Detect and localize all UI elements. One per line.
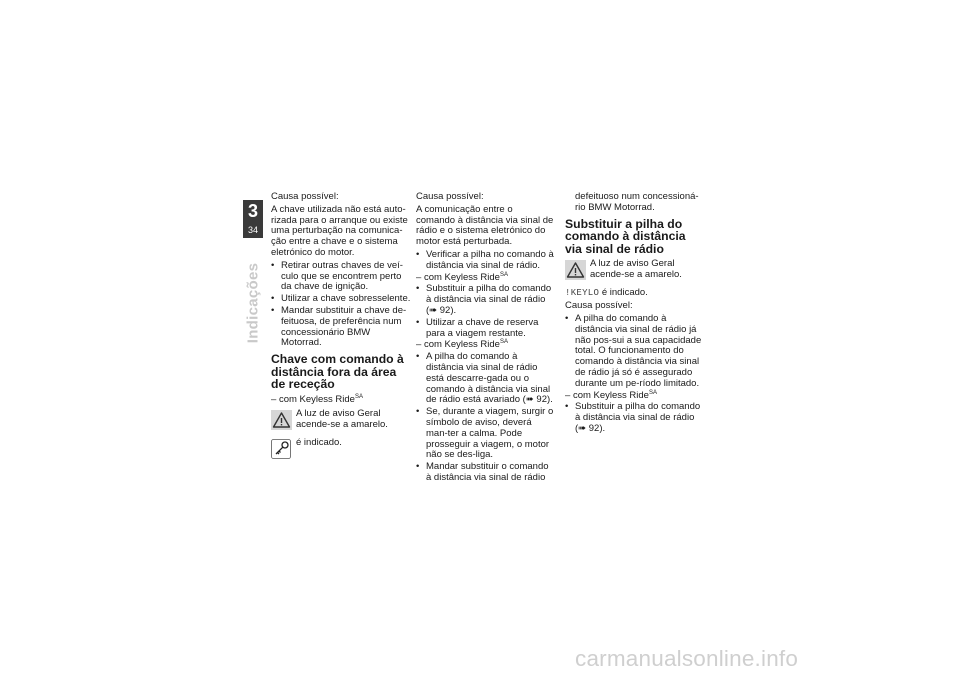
bullet-icon: • xyxy=(271,259,275,271)
list-item-text: Se, durante a viagem, surgir o símbolo de aviso, deverá man-ter a calma. Pode prosseguir a viagem, o motor não se des-liga. xyxy=(426,406,554,461)
list-item-text: Mandar substituir a chave de-feituosa, de preferência num concessionário BMW Motorrad. xyxy=(281,304,407,349)
notice-text: A luz de aviso Geral acende-se a amarelo. xyxy=(296,407,388,430)
list-item xyxy=(416,407,554,461)
paragraph: A chave utilizada não está auto-rizada para o arranque ou existe uma perturbação na comunica-ção entre a chave e o sistema eletrónico do motor. xyxy=(271,203,408,258)
bullet-icon: • xyxy=(565,401,569,413)
option-line: – com Keyless Ride$^{SA}$ xyxy=(416,271,508,283)
column-1 xyxy=(271,192,411,467)
bullet-icon: • xyxy=(271,293,275,305)
bullet-icon: • xyxy=(416,316,420,328)
warning-notice xyxy=(565,259,705,283)
list-item xyxy=(416,352,554,406)
list-item-text: Substituir a pilha do comando à distância via sinal de rádio (➠ 92). xyxy=(426,283,552,316)
section-label-container xyxy=(238,258,268,348)
key-notice xyxy=(271,438,411,462)
bullet-icon: • xyxy=(271,304,275,316)
section-heading: Chave com comando à distância fora da área de receção xyxy=(271,352,404,392)
list-item-text: A pilha do comando à distância via sinal de rádio está descarre-gada ou o comando à distância via sinal de rádio está avariado (➠ 92). xyxy=(426,351,553,406)
section-label: Indicações xyxy=(244,262,262,344)
list-item xyxy=(565,314,705,390)
page-number: 34 xyxy=(247,225,258,235)
list-item xyxy=(416,250,554,272)
notice-text: é indicado. xyxy=(296,436,342,448)
key-icon xyxy=(271,439,291,459)
display-message xyxy=(565,288,705,299)
watermark: carmanualsonline.info xyxy=(575,646,799,671)
column-3 xyxy=(565,192,705,436)
warning-triangle-icon xyxy=(271,410,292,430)
option-text: com Keyless Ride xyxy=(423,339,500,351)
option-sa: SA xyxy=(499,271,508,278)
list-item-text: Substituir a pilha do comando à distância via sinal de rádio (➠ 92). xyxy=(575,401,701,434)
list-item xyxy=(271,294,411,305)
list-item xyxy=(416,318,554,340)
bullet-icon: • xyxy=(416,351,420,363)
cause-label: Causa possível: xyxy=(416,191,484,202)
option-line: – com Keyless Ride$^{SA}$ xyxy=(416,339,508,351)
bullet-icon: • xyxy=(416,461,420,473)
list-item xyxy=(416,462,554,484)
continued-text: defeituoso num concessioná-rio BMW Motorrad. xyxy=(575,191,699,213)
list-item-text: Mandar substituir o comando à distância via sinal de rádio xyxy=(426,461,549,483)
bullet-icon: • xyxy=(416,406,420,418)
option-sa: SA xyxy=(648,389,657,396)
list-item-text: Utilizar a chave de reserva para a viagem restante. xyxy=(426,316,539,339)
list-item-text: A pilha do comando à distância via sinal de rádio já não pos-sui a sua capacidade total. O funcionamento do comando à distância via sinal de rádio já só é assegurado durante um pe-ríodo limitado. xyxy=(575,312,702,389)
list-item xyxy=(565,402,705,434)
list-item xyxy=(416,284,554,316)
option-line: – com Keyless Ride$^{SA}$ xyxy=(565,389,657,401)
option-text: com Keyless Ride xyxy=(278,393,355,405)
list-item-text: Retirar outras chaves de veí-culo que se encontrem perto da chave de ignição. xyxy=(281,259,403,293)
display-text: é indicado. xyxy=(599,287,648,299)
chapter-number: 3 xyxy=(247,201,258,221)
cause-label: Causa possível: xyxy=(565,300,633,312)
list-item xyxy=(271,261,411,293)
option-text: com Keyless Ride xyxy=(572,389,649,401)
display-code: !KEYLO xyxy=(565,288,600,299)
option-sa: SA xyxy=(354,393,363,400)
paragraph: A comunicação entre o comando à distância via sinal de rádio e o sistema eletrónico do motor está perturbada. xyxy=(416,203,554,248)
option-text: com Keyless Ride xyxy=(423,271,500,283)
warning-triangle-icon xyxy=(565,260,586,280)
column-2 xyxy=(416,192,554,485)
cause-label: Causa possível: xyxy=(271,191,339,202)
bullet-icon: • xyxy=(416,248,420,260)
option-sa: SA xyxy=(499,339,508,346)
list-item xyxy=(271,306,411,349)
warning-notice xyxy=(271,409,411,433)
bullet-icon: • xyxy=(416,283,420,295)
option-line: – com Keyless Ride$^{SA}$ xyxy=(271,393,363,405)
list-item-text: Utilizar a chave sobresselente. xyxy=(281,293,411,305)
bullet-icon: • xyxy=(565,312,569,324)
section-heading: Substituir a pilha do comando à distância via sinal de rádio xyxy=(565,216,686,256)
list-item-text: Verificar a pilha no comando à distância via sinal de rádio. xyxy=(426,248,554,271)
notice-text: A luz de aviso Geral acende-se a amarelo. xyxy=(590,258,682,281)
